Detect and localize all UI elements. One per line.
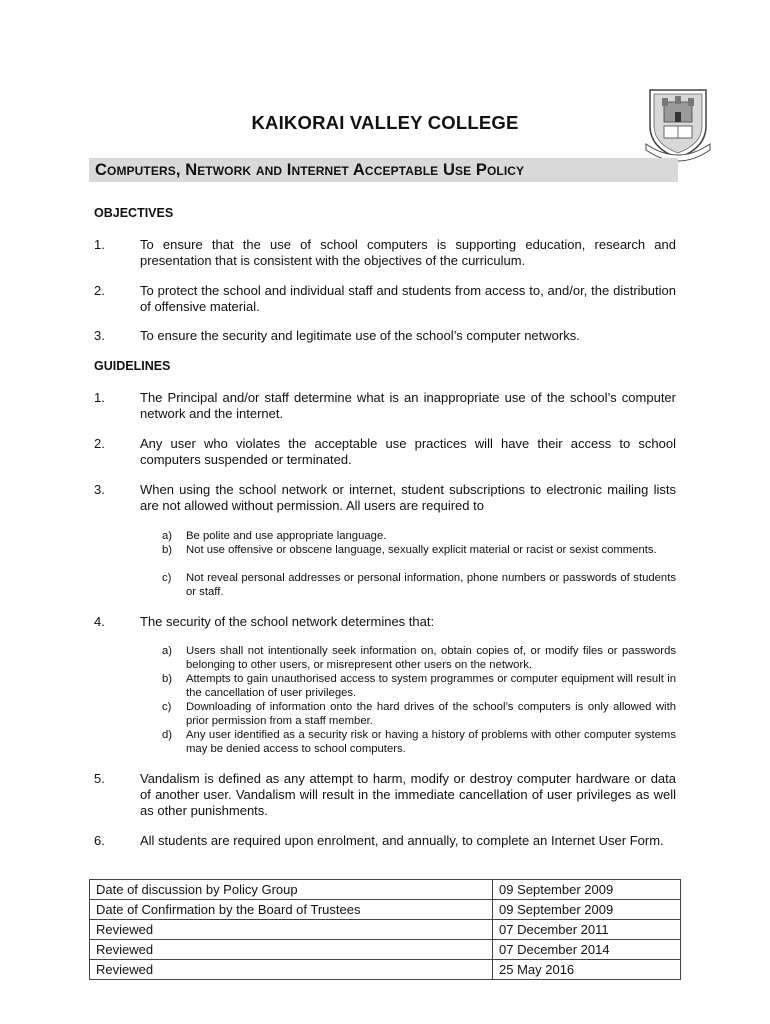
sub-item (162, 571, 676, 599)
sub-item (162, 700, 676, 728)
guideline-item (94, 436, 676, 468)
guideline-item (94, 614, 676, 630)
table-cell-label: Date of discussion by Policy Group (90, 880, 493, 900)
review-history-table (89, 879, 681, 980)
item-number: 6. (94, 833, 105, 848)
item-text: Vandalism is defined as any attempt to harm, modify or destroy computer hardware or data of another user. Vandalism will result in the immediate cancellation of user privileges as well as other punishments. (140, 771, 676, 818)
sub-item (162, 529, 676, 543)
objective-item (94, 328, 676, 344)
sub-item-label: a) (162, 530, 173, 542)
guideline-item (94, 390, 676, 422)
item-number: 3. (94, 328, 105, 343)
table-cell-label: Reviewed (90, 920, 493, 940)
table-row (90, 880, 681, 900)
guideline-item (94, 482, 676, 514)
item-number: 2. (94, 283, 105, 298)
sub-item (162, 672, 676, 700)
table-cell-date: 25 May 2016 (493, 960, 681, 980)
objectives-heading: OBJECTIVES (94, 206, 174, 220)
table-cell-label: Reviewed (90, 960, 493, 980)
sub-item-label: b) (162, 544, 173, 556)
item-text: To protect the school and individual staff and students from access to, and/or, the distribution of offensive material. (140, 283, 676, 314)
objective-item (94, 237, 676, 269)
sub-item (162, 728, 676, 756)
table-cell-date: 09 September 2009 (493, 880, 681, 900)
item-number: 4. (94, 614, 105, 629)
policy-title: Computers, Network and Internet Acceptable Use Policy (89, 158, 678, 182)
item-number: 3. (94, 482, 105, 497)
sub-item-text: Downloading of information onto the hard drives of the school’s computers is only allowed with prior permission from a staff member. (186, 701, 676, 727)
table-row (90, 960, 681, 980)
guideline-item (94, 771, 676, 819)
college-title: KAIKORAI VALLEY COLLEGE (251, 112, 519, 133)
sub-item-text: Attempts to gain unauthorised access to system programmes or computer equipment will result in the cancellation of user privileges. (186, 673, 676, 699)
sub-item-label: c) (162, 701, 172, 713)
sub-item-label: d) (162, 729, 173, 741)
item-number: 1. (94, 390, 105, 405)
item-text: To ensure the security and legitimate use of the school’s computer networks. (140, 328, 580, 343)
sub-item (162, 644, 676, 672)
table-cell-label: Reviewed (90, 940, 493, 960)
item-text: The Principal and/or staff determine what is an inappropriate use of the school’s computer network and the internet. (140, 390, 676, 421)
table-row (90, 920, 681, 940)
sub-item-text: Be polite and use appropriate language. (186, 530, 387, 542)
sub-item-label: a) (162, 645, 173, 657)
table-cell-date: 07 December 2014 (493, 940, 681, 960)
table-cell-date: 07 December 2011 (493, 920, 681, 940)
table-cell-date: 09 September 2009 (493, 900, 681, 920)
sub-item (162, 543, 676, 557)
item-number: 2. (94, 436, 105, 451)
table-row (90, 900, 681, 920)
sub-item-text: Any user identified as a security risk or having a history of problems with other computer systems may be denied access to school computers. (186, 729, 676, 755)
item-text: To ensure that the use of school computers is supporting education, research and presentation that is consistent with the objectives of the curriculum. (140, 237, 676, 268)
sub-item-text: Users shall not intentionally seek information on, obtain copies of, or modify files or passwords belonging to other users, or misrepresent other users on the network. (186, 645, 676, 671)
table-cell-label: Date of Confirmation by the Board of Trustees (90, 900, 493, 920)
sub-item-text: Not use offensive or obscene language, sexually explicit material or racist or sexist comments. (186, 544, 657, 556)
item-number: 5. (94, 771, 105, 786)
item-number: 1. (94, 237, 105, 252)
sub-item-label: c) (162, 572, 172, 584)
item-text: The security of the school network determines that: (140, 614, 435, 629)
sub-item-text: Not reveal personal addresses or personal information, phone numbers or passwords of students or staff. (186, 572, 676, 598)
sub-item-label: b) (162, 673, 173, 685)
item-text: All students are required upon enrolment, and annually, to complete an Internet User Form. (140, 833, 664, 848)
item-text: Any user who violates the acceptable use practices will have their access to school computers suspended or terminated. (140, 436, 676, 467)
guideline-item (94, 833, 676, 849)
objective-item (94, 283, 676, 315)
guidelines-heading: GUIDELINES (94, 359, 171, 373)
table-row (90, 940, 681, 960)
item-text: When using the school network or internet, student subscriptions to electronic mailing lists are not allowed without permission. All users are required to (140, 482, 676, 513)
